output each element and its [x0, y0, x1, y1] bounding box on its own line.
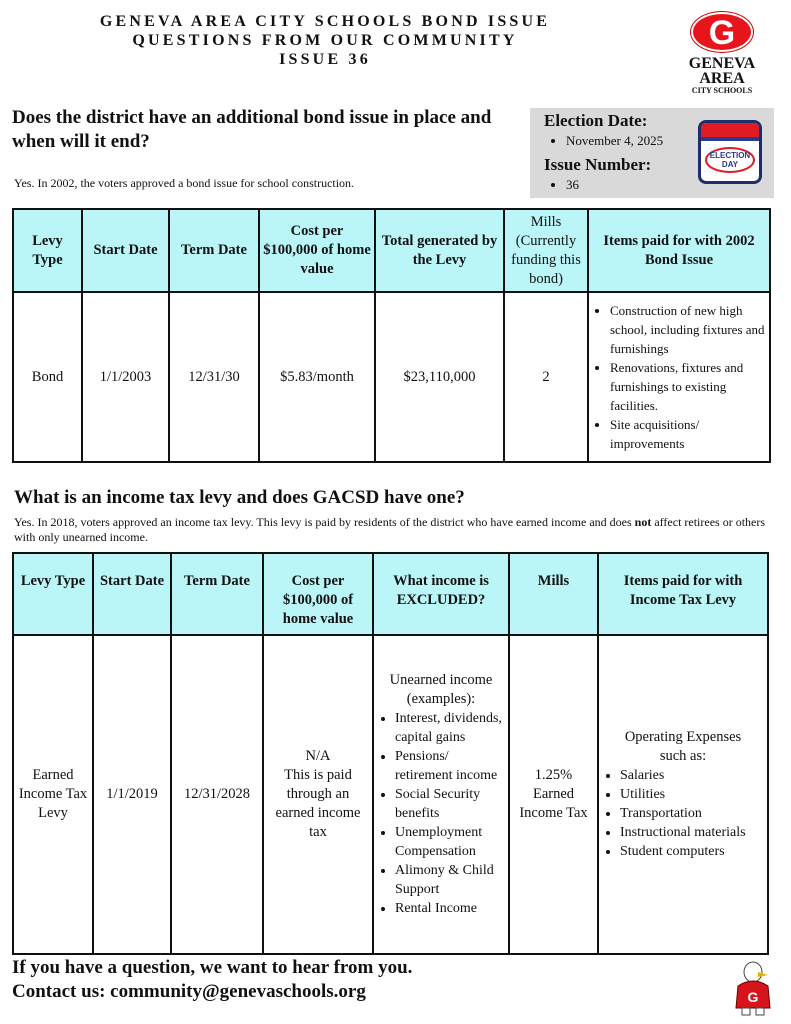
logo-name-1: GENEVA	[688, 55, 756, 72]
cost-na: N/A	[305, 748, 331, 764]
eagle-mascot-icon	[730, 958, 776, 1016]
income-tax-table	[12, 552, 769, 955]
calendar-text-2: DAY	[721, 160, 739, 169]
header-start-date: Start Date	[82, 209, 169, 292]
logo-name-2: AREA	[699, 70, 745, 87]
answer-text-end: affect retirees or others with only unearned income.	[14, 515, 766, 544]
cell-items	[588, 292, 770, 462]
header-term-date: Term Date	[169, 209, 259, 292]
list-item: • Utilities	[620, 785, 764, 804]
list-item: • Student computers	[620, 842, 764, 861]
header-excluded: What income is EXCLUDED?	[373, 553, 509, 635]
header-line-3: ISSUE 36	[279, 51, 371, 68]
cell-start-date: 1/1/2019	[93, 635, 171, 954]
list-item: • Renovations, fixtures and furnishings to existing facilities.	[610, 358, 766, 415]
header-items: Items paid for with 2002 Bond Issue	[588, 209, 770, 292]
bond-table	[12, 208, 771, 463]
list-item: • Pensions/ retirement income	[395, 747, 505, 785]
list-item: • Construction of new high school, including fixtures and furnishings	[610, 301, 766, 358]
election-calendar-icon	[698, 120, 762, 184]
list-item: • Social Security benefits	[395, 785, 505, 823]
cell-mills: 2	[504, 292, 588, 462]
g-logo-icon: G	[691, 12, 753, 52]
answer-text: Yes. In 2018, voters approved an income tax levy. This levy is paid by residents of the district who have earned income and does	[14, 515, 635, 529]
list-item: • Rental Income	[395, 899, 505, 918]
svg-text:G: G	[747, 989, 759, 1005]
election-info-box	[530, 108, 774, 198]
list-item: • Unemployment Compensation	[395, 823, 505, 861]
question-1-answer: Yes. In 2002, the voters approved a bond issue for school construction.	[14, 176, 355, 190]
header-mills: Mills	[509, 553, 598, 635]
cell-cost	[263, 635, 373, 954]
header-levy-type: Levy Type	[13, 209, 82, 292]
election-date-label: Election Date:	[544, 111, 648, 130]
election-date: • November 4, 2025	[566, 132, 760, 150]
header-levy-type: Levy Type	[13, 553, 93, 635]
list-item: • Site acquisitions/ improvements	[610, 415, 766, 453]
header-cost: Cost per $100,000 of home value	[259, 209, 375, 292]
issue-number: • 36	[566, 176, 760, 194]
header-cost: Cost per $100,000 of home value	[263, 553, 373, 635]
excluded-intro: Unearned income (examples):	[389, 672, 493, 707]
contact-email[interactable]: Contact us: community@genevaschools.org	[12, 981, 366, 1002]
question-2-title: What is an income tax levy and does GACSD have one?	[14, 487, 465, 508]
question-1-title: Does the district have an additional bond issue in place and when will it end?	[12, 107, 492, 152]
items-intro: Operating Expenses such as:	[624, 729, 742, 764]
logo-name-3: CITY SCHOOLS	[691, 86, 753, 95]
footer	[12, 956, 412, 1004]
cell-items	[598, 635, 768, 954]
calendar-text-1: ELECTION	[709, 151, 751, 160]
cell-levy-type: Bond	[13, 292, 82, 462]
header-items: Items paid for with Income Tax Levy	[598, 553, 768, 635]
cell-cost: $5.83/month	[259, 292, 375, 462]
header-term-date: Term Date	[171, 553, 263, 635]
cell-excluded	[373, 635, 509, 954]
list-item: • Interest, dividends, capital gains	[395, 709, 505, 747]
answer-emphasis: not	[634, 515, 652, 529]
cell-term-date: 12/31/2028	[171, 635, 263, 954]
cell-start-date: 1/1/2003	[82, 292, 169, 462]
cell-levy-type: Earned Income Tax Levy	[13, 635, 93, 954]
cell-term-date: 12/31/30	[169, 292, 259, 462]
table-row	[13, 635, 768, 954]
table-header-row	[13, 553, 768, 635]
question-2-answer	[14, 515, 774, 545]
header-mills: Mills (Currently funding this bond)	[504, 209, 588, 292]
list-item: • Salaries	[620, 766, 764, 785]
document-header	[60, 12, 590, 69]
header-line-2: QUESTIONS FROM OUR COMMUNITY	[132, 32, 518, 49]
cost-note: This is paid through an earned income tax	[275, 767, 361, 840]
table-header-row	[13, 209, 770, 292]
list-item: • Transportation	[620, 804, 764, 823]
school-logo	[682, 12, 762, 96]
cell-mills: 1.25% Earned Income Tax	[509, 635, 598, 954]
header-total: Total generated by the Levy	[375, 209, 504, 292]
header-start-date: Start Date	[93, 553, 171, 635]
list-item: • Alimony & Child Support	[395, 861, 505, 899]
header-line-1: GENEVA AREA CITY SCHOOLS BOND ISSUE	[99, 13, 551, 30]
footer-line-1: If you have a question, we want to hear from you.	[12, 957, 413, 978]
table-row	[13, 292, 770, 462]
cell-total: $23,110,000	[375, 292, 504, 462]
list-item: • Instructional materials	[620, 823, 764, 842]
issue-number-label: Issue Number:	[544, 155, 652, 174]
